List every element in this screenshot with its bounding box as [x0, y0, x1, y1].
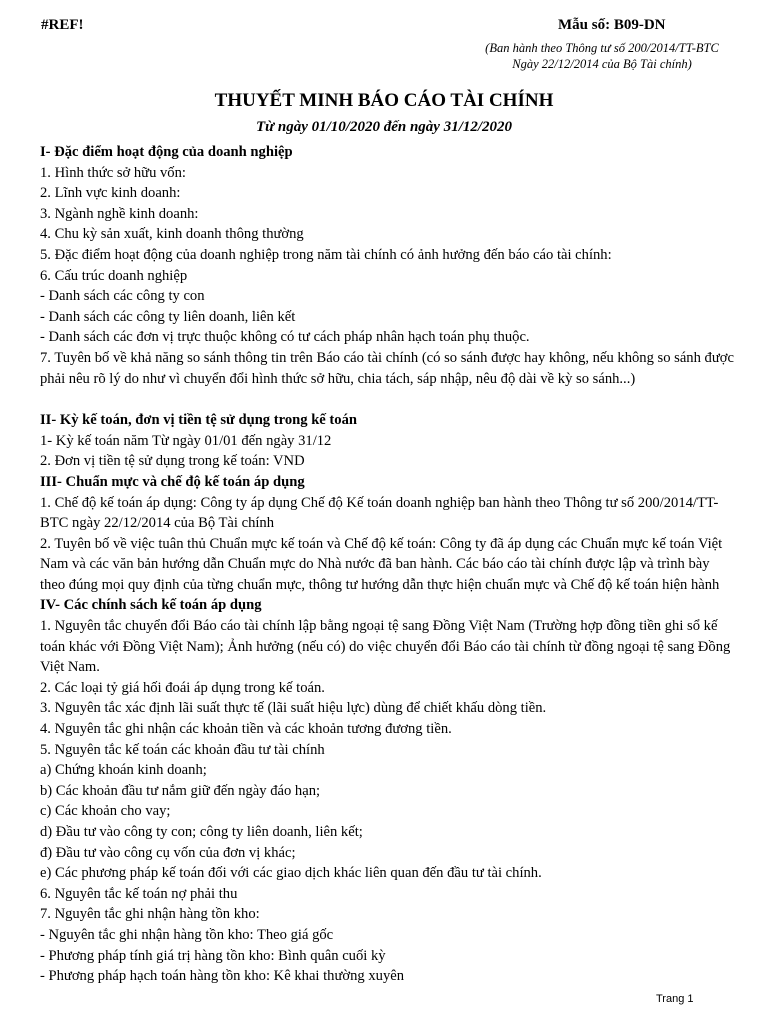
list-item: 3. Nguyên tắc xác định lãi suất thực tế (lãi suất hiệu lực) dùng để chiết khấu dòng tiền. — [40, 700, 547, 717]
ref-error-label: #REF! — [41, 17, 84, 33]
form-number: Mẫu số: B09-DN — [558, 17, 666, 33]
list-item: b) Các khoản đầu tư nắm giữ đến ngày đáo hạn; — [40, 782, 321, 799]
list-item: 3. Ngành nghề kinh doanh: — [40, 205, 199, 222]
list-item: 5. Nguyên tắc kế toán các khoản đầu tư tài chính — [40, 741, 325, 758]
list-item: - Phương pháp tính giá trị hàng tồn kho: Bình quân cuối kỳ — [40, 947, 386, 964]
list-item: 6. Nguyên tắc kế toán nợ phải thu — [40, 885, 238, 902]
list-item: 7. Nguyên tắc ghi nhận hàng tồn kho: — [40, 906, 260, 923]
list-item: a) Chứng khoán kinh doanh; — [40, 762, 207, 779]
section-heading: III- Chuẩn mực và chế độ kế toán áp dụng — [40, 473, 305, 490]
document-body — [40, 142, 736, 987]
list-item: 4. Nguyên tắc ghi nhận các khoản tiền và các khoản tương đương tiền. — [40, 721, 452, 738]
section-heading: I- Đặc điểm hoạt động của doanh nghiệp — [40, 144, 293, 160]
list-item: 2. Các loại tỷ giá hối đoái áp dụng trong kế toán. — [40, 679, 325, 696]
list-item: 2. Tuyên bố về việc tuân thủ Chuẩn mực kế toán và Chế độ kế toán: Công ty đã áp dụng các Chuẩn mực kế toán Việt Nam và các văn bản hướng dẫn Chuẩn mực do Nhà nước đã ban hành. Các báo cáo tài chính được lập và trình bày theo đúng mọi quy định của từng chuẩn mực, thông tư hướng dẫn thực hiện chuẩn mực và Chế độ kế toán hiện hành — [40, 535, 723, 593]
list-item: - Danh sách các đơn vị trực thuộc không có tư cách pháp nhân hạch toán phụ thuộc. — [40, 329, 530, 346]
list-item: - Phương pháp hạch toán hàng tồn kho: Kê khai thường xuyên — [40, 968, 405, 985]
list-item: 7. Tuyên bố về khả năng so sánh thông tin trên Báo cáo tài chính (có so sánh được hay không, nếu không so sánh được phải nêu rõ lý do như vì chuyển đổi hình thức sở hữu, chia tách, sáp nhập, nêu độ dài về kỳ so sánh...) — [40, 349, 734, 387]
section-heading: IV- Các chính sách kế toán áp dụng — [40, 597, 262, 614]
list-item: c) Các khoản cho vay; — [40, 803, 171, 820]
list-item: 6. Cấu trúc doanh nghiệp — [40, 267, 188, 284]
reporting-period: Từ ngày 01/10/2020 đến ngày 31/12/2020 — [255, 119, 513, 135]
issued-by-note — [472, 40, 732, 72]
list-item: đ) Đầu tư vào công cụ vốn của đơn vị khác; — [40, 844, 296, 861]
page-number: Trang 1 — [656, 993, 694, 1005]
list-item: 4. Chu kỳ sản xuất, kinh doanh thông thường — [40, 226, 304, 243]
section-heading: II- Kỳ kế toán, đơn vị tiền tệ sử dụng trong kế toán — [40, 412, 358, 429]
list-item: e) Các phương pháp kế toán đối với các giao dịch khác liên quan đến đầu tư tài chính. — [40, 865, 542, 882]
list-item: 1- Kỳ kế toán năm Từ ngày 01/01 đến ngày 31/12 — [40, 432, 332, 449]
list-item: 1. Hình thức sở hữu vốn: — [40, 164, 186, 181]
list-item: 2. Lĩnh vực kinh doanh: — [40, 185, 181, 202]
list-item: - Danh sách các công ty con — [40, 288, 205, 305]
list-item: 1. Chế độ kế toán áp dụng: Công ty áp dụng Chế độ Kế toán doanh nghiệp ban hành theo Thông tư số 200/2014/TT-BTC ngày 22/12/2014 của Bộ Tài chính — [40, 494, 719, 532]
list-item: - Nguyên tắc ghi nhận hàng tồn kho: Theo giá gốc — [40, 926, 334, 943]
list-item: 5. Đặc điểm hoạt động của doanh nghiệp trong năm tài chính có ảnh hưởng đến báo cáo tài chính: — [40, 246, 612, 263]
list-item: - Danh sách các công ty liên doanh, liên kết — [40, 308, 296, 325]
document-title: THUYẾT MINH BÁO CÁO TÀI CHÍNH — [214, 90, 554, 111]
list-item: 1. Nguyên tắc chuyển đổi Báo cáo tài chính lập bằng ngoại tệ sang Đồng Việt Nam (Trường hợp đồng tiền ghi sổ kế toán khác với Đồng Việt Nam); Ảnh hưởng (nếu có) do việc chuyển đổi Báo cáo tài chính từ đồng ngoại tệ sang Đồng Việt Nam. — [40, 618, 731, 676]
list-item: 2. Đơn vị tiền tệ sử dụng trong kế toán: VND — [40, 453, 305, 470]
issued-line-2: Ngày 22/12/2014 của Bộ Tài chính) — [512, 57, 692, 71]
issued-line-1: (Ban hành theo Thông tư số 200/2014/TT-BTC — [485, 41, 719, 55]
list-item: d) Đầu tư vào công ty con; công ty liên doanh, liên kết; — [40, 824, 363, 840]
